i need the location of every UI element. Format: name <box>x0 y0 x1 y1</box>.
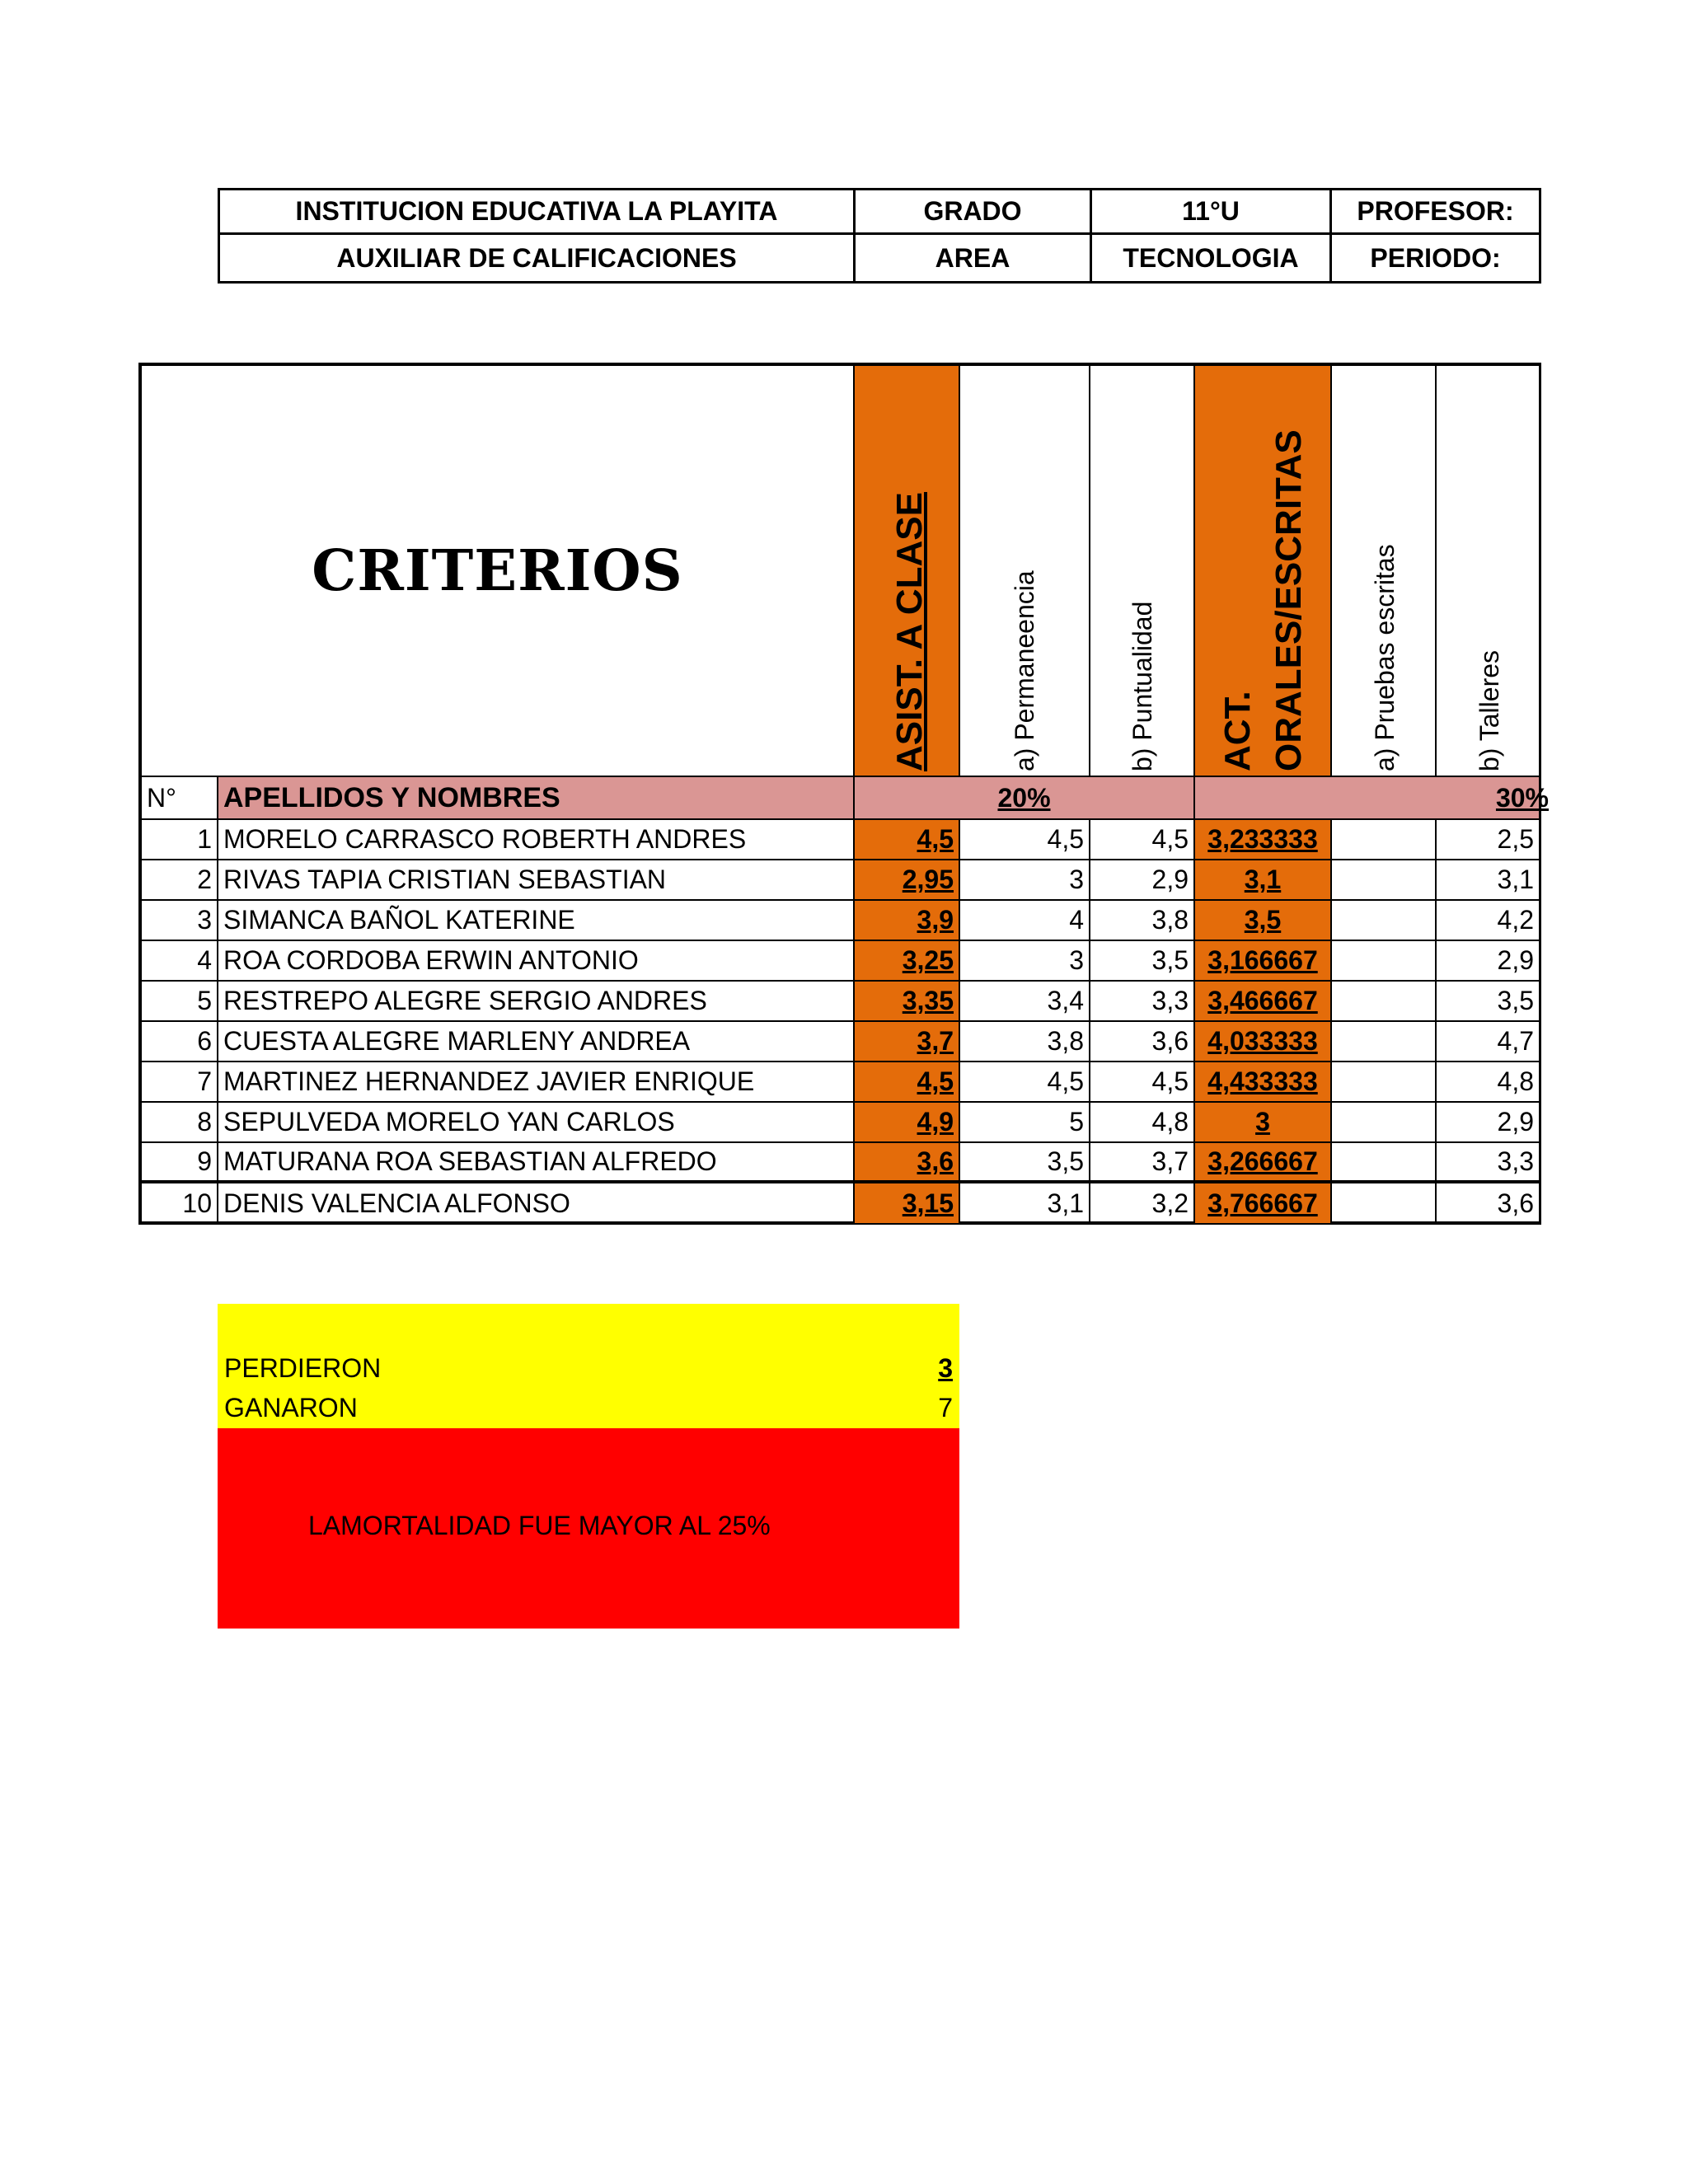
act-grade-text: 3 <box>1255 1107 1270 1137</box>
talleres-grade-text: 4,8 <box>1497 1066 1534 1096</box>
puntualidad-grade <box>1090 1143 1195 1183</box>
row-number-text: 7 <box>197 1066 212 1096</box>
puntualidad-grade <box>1090 1022 1195 1062</box>
student-name-text: CUESTA ALEGRE MARLENY ANDREA <box>223 1026 691 1056</box>
act-grade <box>1195 1183 1332 1225</box>
pct-act: 30% <box>1495 782 1549 813</box>
talleres-grade <box>1437 1143 1541 1183</box>
grado-value: 11°U <box>1090 188 1332 235</box>
act-grade <box>1195 860 1332 901</box>
talleres-grade-text: 3,6 <box>1497 1188 1534 1218</box>
act-grade-text: 3,1 <box>1244 865 1282 894</box>
puntualidad-grade-text: 4,5 <box>1151 1066 1189 1096</box>
permanencia-grade-text: 3,1 <box>1047 1188 1084 1218</box>
puntualidad-grade <box>1090 820 1195 860</box>
act-grade-text: 3,766667 <box>1207 1188 1318 1218</box>
asist-grade-text: 3,7 <box>917 1026 954 1056</box>
pruebas-grade <box>1332 1183 1437 1225</box>
talleres-grade-text: 2,9 <box>1497 1107 1534 1137</box>
asist-grade-text: 4,9 <box>917 1107 954 1137</box>
asist-grade <box>855 901 960 941</box>
asist-grade-text: 3,35 <box>902 986 954 1015</box>
talleres-grade <box>1437 941 1541 982</box>
puntualidad-grade <box>1090 1062 1195 1103</box>
puntualidad-grade-text: 3,2 <box>1151 1188 1189 1218</box>
talleres-grade <box>1437 982 1541 1022</box>
student-name-text: ROA CORDOBA ERWIN ANTONIO <box>223 945 639 975</box>
pruebas-grade <box>1332 1062 1437 1103</box>
puntualidad-grade <box>1090 941 1195 982</box>
puntualidad-grade-text: 3,3 <box>1151 986 1189 1015</box>
pruebas-grade <box>1332 1103 1437 1143</box>
talleres-grade-text: 3,5 <box>1497 986 1534 1015</box>
col-label-pruebas: a) Pruebas escritas <box>1370 544 1400 771</box>
act-grade <box>1195 820 1332 860</box>
act-grade <box>1195 1143 1332 1183</box>
pruebas-grade <box>1332 901 1437 941</box>
asist-grade <box>855 860 960 901</box>
act-grade <box>1195 982 1332 1022</box>
permanencia-grade-text: 3 <box>1069 865 1084 894</box>
puntualidad-grade <box>1090 1183 1195 1225</box>
row-number <box>142 820 218 860</box>
col-label-talleres: b) Talleres <box>1475 649 1504 771</box>
row-number-text: 10 <box>182 1188 212 1218</box>
act-grade-text: 3,466667 <box>1207 986 1318 1015</box>
talleres-grade <box>1437 1022 1541 1062</box>
student-name-text: RESTREPO ALEGRE SERGIO ANDRES <box>223 986 707 1015</box>
asist-grade <box>855 1103 960 1143</box>
student-name <box>218 1062 855 1103</box>
act-grade <box>1195 1103 1332 1143</box>
ganaron-label: GANARON <box>224 1393 358 1422</box>
row-number-text: 3 <box>197 905 212 935</box>
asist-grade <box>855 1022 960 1062</box>
col-label-act-line2: ORALES/ESCRITAS <box>1268 429 1309 771</box>
asist-grade-text: 3,9 <box>917 905 954 935</box>
student-name <box>218 820 855 860</box>
talleres-grade-text: 4,7 <box>1497 1026 1534 1056</box>
act-grade-text: 3,5 <box>1244 905 1282 935</box>
talleres-grade <box>1437 1103 1541 1143</box>
pct-asist: 20% <box>997 782 1051 813</box>
criterios-title: CRITERIOS <box>312 537 683 604</box>
permanencia-grade <box>960 1022 1090 1062</box>
student-name-text: RIVAS TAPIA CRISTIAN SEBASTIAN <box>223 865 667 894</box>
col-header-pruebas <box>1332 366 1437 777</box>
student-name-text: SEPULVEDA MORELO YAN CARLOS <box>223 1107 675 1137</box>
act-grade <box>1195 1062 1332 1103</box>
asist-grade <box>855 982 960 1022</box>
puntualidad-grade-text: 3,8 <box>1151 905 1189 935</box>
permanencia-grade <box>960 1143 1090 1183</box>
permanencia-grade <box>960 982 1090 1022</box>
mortality-message: LAMORTALIDAD FUE MAYOR AL 25% <box>308 1511 771 1540</box>
student-name <box>218 1103 855 1143</box>
col-label-asist: ASIST. A CLASE <box>889 491 930 771</box>
student-name <box>218 901 855 941</box>
asist-grade-text: 3,6 <box>917 1146 954 1176</box>
row-number <box>142 1103 218 1143</box>
puntualidad-grade <box>1090 901 1195 941</box>
puntualidad-grade-text: 2,9 <box>1151 865 1189 894</box>
talleres-grade <box>1437 1062 1541 1103</box>
permanencia-grade <box>960 860 1090 901</box>
talleres-grade-text: 2,9 <box>1497 945 1534 975</box>
num-header: N° <box>142 777 218 820</box>
row-number <box>142 941 218 982</box>
pruebas-grade <box>1332 941 1437 982</box>
puntualidad-grade-text: 4,5 <box>1151 824 1189 854</box>
pct-cell-2 <box>1195 777 1549 820</box>
puntualidad-grade <box>1090 1103 1195 1143</box>
asist-grade-text: 3,25 <box>902 945 954 975</box>
permanencia-grade <box>960 941 1090 982</box>
row-number <box>142 982 218 1022</box>
student-name <box>218 1143 855 1183</box>
profesor-label: PROFESOR: <box>1329 188 1541 235</box>
area-label: AREA <box>853 232 1092 284</box>
grado-label: GRADO <box>853 188 1092 235</box>
talleres-grade-text: 3,1 <box>1497 865 1534 894</box>
permanencia-grade-text: 4,5 <box>1047 824 1084 854</box>
asist-grade-text: 4,5 <box>917 824 954 854</box>
permanencia-grade <box>960 1103 1090 1143</box>
puntualidad-grade <box>1090 982 1195 1022</box>
col-label-permanencia: a) Permaneencia <box>1010 570 1039 771</box>
area-value: TECNOLOGIA <box>1090 232 1332 284</box>
student-name-text: MARTINEZ HERNANDEZ JAVIER ENRIQUE <box>223 1066 755 1096</box>
permanencia-grade-text: 3,4 <box>1047 986 1084 1015</box>
student-name <box>218 1183 855 1225</box>
student-name-text: SIMANCA BAÑOL KATERINE <box>223 905 575 935</box>
puntualidad-grade-text: 4,8 <box>1151 1107 1189 1137</box>
institution-name: INSTITUCION EDUCATIVA LA PLAYITA <box>218 188 856 235</box>
puntualidad-grade-text: 3,6 <box>1151 1026 1189 1056</box>
act-grade-text: 4,433333 <box>1207 1066 1318 1096</box>
asist-grade-text: 4,5 <box>917 1066 954 1096</box>
pruebas-grade <box>1332 982 1437 1022</box>
permanencia-grade-text: 3,8 <box>1047 1026 1084 1056</box>
permanencia-grade <box>960 1183 1090 1225</box>
mortality-alert <box>218 1428 959 1629</box>
permanencia-grade <box>960 820 1090 860</box>
row-number-text: 1 <box>197 824 212 854</box>
talleres-grade <box>1437 860 1541 901</box>
puntualidad-grade-text: 3,7 <box>1151 1146 1189 1176</box>
asist-grade <box>855 1183 960 1225</box>
permanencia-grade <box>960 901 1090 941</box>
permanencia-grade <box>960 1062 1090 1103</box>
row-number-text: 2 <box>197 865 212 894</box>
talleres-grade <box>1437 1183 1541 1225</box>
student-name-text: MATURANA ROA SEBASTIAN ALFREDO <box>223 1146 717 1176</box>
row-number <box>142 1143 218 1183</box>
talleres-grade-text: 2,5 <box>1497 824 1534 854</box>
row-number-text: 6 <box>197 1026 212 1056</box>
asist-grade-text: 2,95 <box>902 865 954 894</box>
pruebas-grade <box>1332 860 1437 901</box>
col-header-asist <box>855 366 960 777</box>
act-grade-text: 3,166667 <box>1207 945 1318 975</box>
permanencia-grade-text: 3,5 <box>1047 1146 1084 1176</box>
row-number <box>142 860 218 901</box>
student-name-text: DENIS VALENCIA ALFONSO <box>223 1188 570 1218</box>
asist-grade <box>855 941 960 982</box>
student-name <box>218 1022 855 1062</box>
asist-grade <box>855 1143 960 1183</box>
puntualidad-grade <box>1090 860 1195 901</box>
col-header-act <box>1195 366 1332 777</box>
student-name <box>218 860 855 901</box>
asist-grade <box>855 1062 960 1103</box>
pruebas-grade <box>1332 820 1437 860</box>
row-number-text: 9 <box>197 1146 212 1176</box>
col-header-puntualidad <box>1090 366 1195 777</box>
act-grade-text: 3,233333 <box>1207 824 1318 854</box>
pruebas-grade <box>1332 1143 1437 1183</box>
row-number-text: 8 <box>197 1107 212 1137</box>
permanencia-grade-text: 3 <box>1069 945 1084 975</box>
row-number-text: 4 <box>197 945 212 975</box>
periodo-label: PERIODO: <box>1329 232 1541 284</box>
act-grade-text: 4,033333 <box>1207 1026 1318 1056</box>
act-grade <box>1195 1022 1332 1062</box>
ganaron-value: 7 <box>938 1393 953 1422</box>
criterios-cell <box>142 366 855 777</box>
act-grade <box>1195 901 1332 941</box>
summary-counts <box>218 1304 959 1428</box>
talleres-grade <box>1437 820 1541 860</box>
act-grade-text: 3,266667 <box>1207 1146 1318 1176</box>
student-name <box>218 941 855 982</box>
row-number <box>142 1183 218 1225</box>
permanencia-grade-text: 5 <box>1069 1107 1084 1137</box>
row-number <box>142 901 218 941</box>
asist-grade <box>855 820 960 860</box>
act-grade <box>1195 941 1332 982</box>
row-number <box>142 1022 218 1062</box>
puntualidad-grade-text: 3,5 <box>1151 945 1189 975</box>
permanencia-grade-text: 4 <box>1069 905 1084 935</box>
permanencia-grade-text: 4,5 <box>1047 1066 1084 1096</box>
pruebas-grade <box>1332 1022 1437 1062</box>
col-label-act-line1: ACT. <box>1217 691 1258 771</box>
student-name <box>218 982 855 1022</box>
perdieron-value: 3 <box>938 1353 953 1383</box>
talleres-grade-text: 3,3 <box>1497 1146 1534 1176</box>
col-header-permanencia <box>960 366 1090 777</box>
row-number-text: 5 <box>197 986 212 1015</box>
col-header-talleres <box>1437 366 1541 777</box>
asist-grade-text: 3,15 <box>902 1188 954 1218</box>
row-number <box>142 1062 218 1103</box>
col-label-puntualidad: b) Puntualidad <box>1128 601 1157 771</box>
student-name-text: MORELO CARRASCO ROBERTH ANDRES <box>223 824 747 854</box>
names-header: APELLIDOS Y NOMBRES <box>218 777 855 820</box>
pct-cell-1 <box>855 777 1195 820</box>
talleres-grade-text: 4,2 <box>1497 905 1534 935</box>
talleres-grade <box>1437 901 1541 941</box>
perdieron-label: PERDIERON <box>224 1353 382 1383</box>
sheet-title: AUXILIAR DE CALIFICACIONES <box>218 232 856 284</box>
